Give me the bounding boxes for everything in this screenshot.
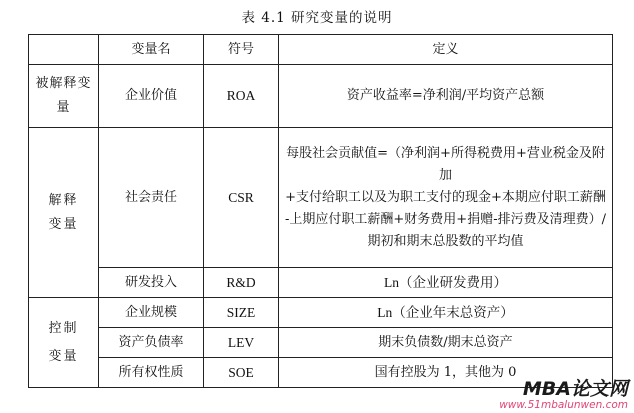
- variable-definition: 期末负债数/期末总资产: [279, 328, 613, 358]
- variable-name: 社会责任: [99, 128, 204, 268]
- variable-symbol: ROA: [204, 65, 279, 128]
- variable-name: 所有权性质: [99, 358, 204, 388]
- variable-symbol: R&D: [204, 268, 279, 298]
- variable-name: 企业规模: [99, 298, 204, 328]
- watermark: [488, 379, 628, 411]
- group-explained: 被解释变量: [29, 65, 99, 128]
- variable-symbol: SIZE: [204, 298, 279, 328]
- variable-name: 资产负债率: [99, 328, 204, 358]
- definition-line: 期初和期末总股数的平均值: [367, 233, 524, 249]
- group-explanatory: 解释变量: [29, 128, 99, 298]
- variable-definition: 资产收益率=净利润/平均资产总额: [279, 65, 613, 128]
- table-caption: 表 4.1 研究变量的说明: [241, 10, 393, 26]
- header-group: [29, 35, 99, 65]
- header-variable-name: 变量名: [99, 35, 204, 65]
- table-row: [29, 328, 613, 358]
- definition-line: 每股社会贡献值=（净利润+所得税费用+营业税金及附加: [286, 145, 605, 183]
- table-row: [29, 298, 613, 328]
- variable-symbol: CSR: [204, 128, 279, 268]
- table-row: [29, 128, 613, 268]
- definition-line: -上期应付职工薪酬+财务费用+捐赠-排污费及清理费）/: [285, 211, 606, 227]
- variable-symbol: SOE: [204, 358, 279, 388]
- variable-definition: 国有控股为 1，其他为 0: [279, 358, 613, 388]
- variable-name: 研发投入: [99, 268, 204, 298]
- header-definition: 定义: [279, 35, 613, 65]
- variable-definition: [279, 128, 613, 268]
- variable-definition: Ln（企业年末总资产）: [279, 298, 613, 328]
- watermark-url: www.51mbalunwen.com: [499, 399, 628, 411]
- watermark-brand: MBA论文网: [522, 378, 628, 400]
- variables-table: [28, 34, 613, 388]
- variable-symbol: LEV: [204, 328, 279, 358]
- table-row: [29, 65, 613, 128]
- table-row: [29, 268, 613, 298]
- header-symbol: 符号: [204, 35, 279, 65]
- variable-definition: Ln（企业研发费用）: [279, 268, 613, 298]
- group-control: 控制变量: [29, 298, 99, 388]
- table-header-row: [29, 35, 613, 65]
- variable-name: 企业价值: [99, 65, 204, 128]
- definition-line: +支付给职工以及为职工支付的现金+本期应付职工薪酬: [285, 189, 606, 205]
